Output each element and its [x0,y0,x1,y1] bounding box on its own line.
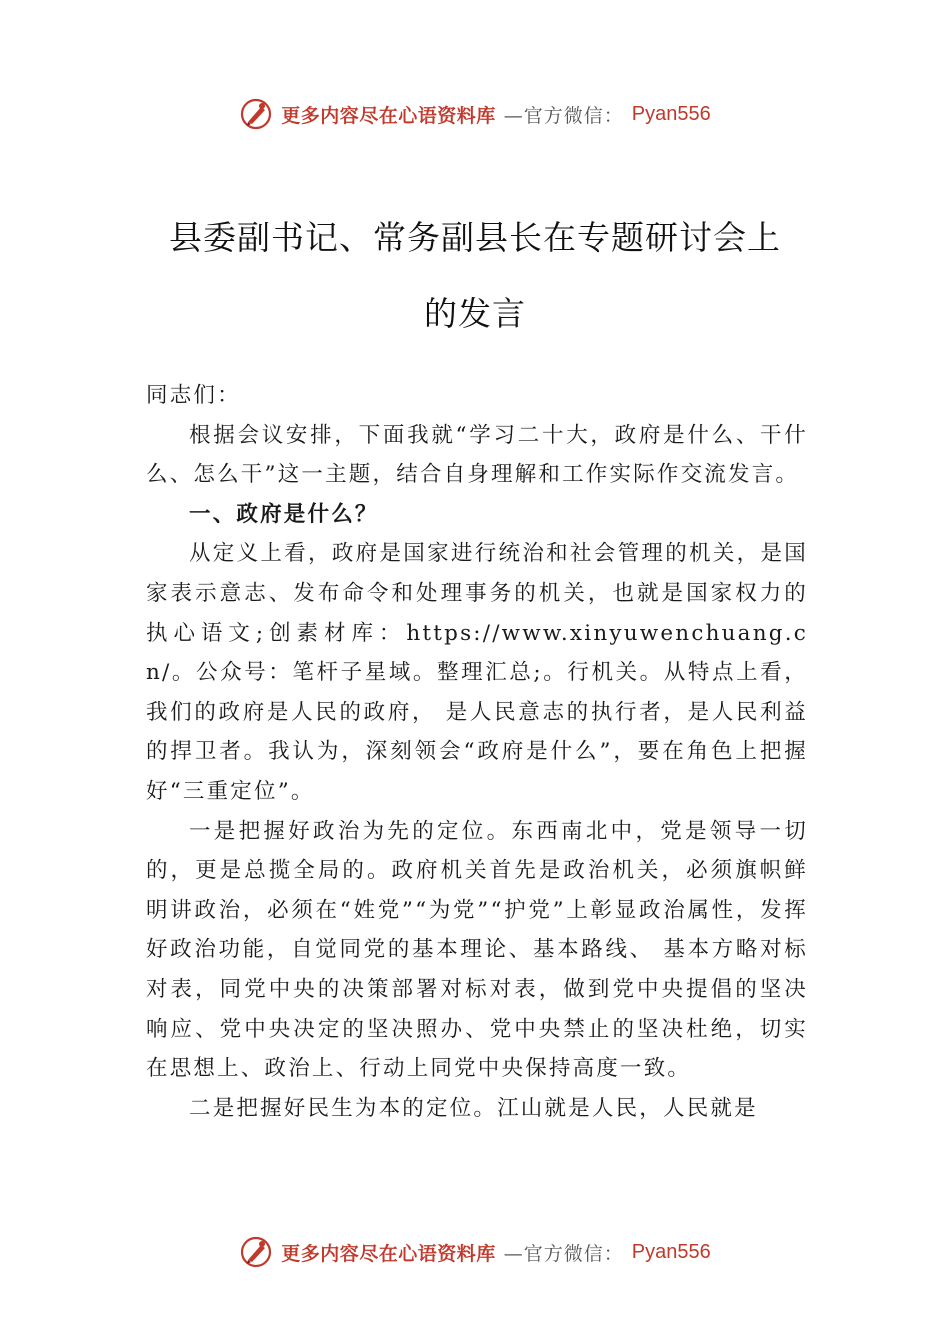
document-title [140,200,810,352]
banner-text: 更多内容尽在心语资料库 [281,104,496,127]
banner-separator: —官方微信： [503,1242,624,1265]
title-line-1: 县委副书记、常务副县长在专题研讨会上 [169,218,781,257]
paragraph-3: 二是把握好民生为本的定位。江山就是人民，人民就是 [189,1095,758,1121]
pen-logo-icon [239,1235,273,1269]
paragraph-2: 一是把握好政治为先的定位。东西南北中，党是领导一切的，更是总揽全局的。政府机关首先是政治机关，必须旗帜鲜明讲政治，必须在“姓党”“为党”“护党”上彰显政治属性，发挥好政治功能，自觉同党的基本理论、基本路线、 基本方略对标对表，同党中央的决策部署对标对表，做到党中央提倡的坚决响应、党中央决定的坚决照办、党中央禁止的坚决杜绝，切实在思想上、政治上、行动上同党中央保持高度一致。 [146,818,808,1082]
section-heading-1: 一、政府是什么？ [189,501,379,527]
title-line-2: 的发言 [424,294,526,333]
salutation: 同志们： [146,383,241,408]
paragraph-intro: 根据会议安排，下面我就“学习二十大，政府是什么、干什么、怎么干”这一主题，结合自身理解和工作实际作交流发言。 [146,422,808,488]
document-body [146,376,808,1128]
banner-separator: —官方微信： [503,104,624,127]
paragraph-1: 从定义上看，政府是国家进行统治和社会管理的机关，是国家表示意志、发布命令和处理事务的机关，也就是国家权力的执心语文;创素材库：https://www.xinyuwenchuang.cn/。公众号：笔杆子星域。整理汇总;。行机关。从特点上看，我们的政府是人民的政府， 是人民意志的执行者，是人民利益的捍卫者。我认为，深刻领会“政府是什么”，要在角色上把握好“三重定位”。 [146,541,808,804]
header-watermark-banner [0,94,950,134]
footer-watermark-banner [0,1232,950,1272]
pen-logo-icon [239,97,273,131]
banner-wechat-id: Pyan556 [631,1240,711,1263]
banner-text: 更多内容尽在心语资料库 [281,1242,496,1265]
banner-wechat-id: Pyan556 [631,102,711,125]
